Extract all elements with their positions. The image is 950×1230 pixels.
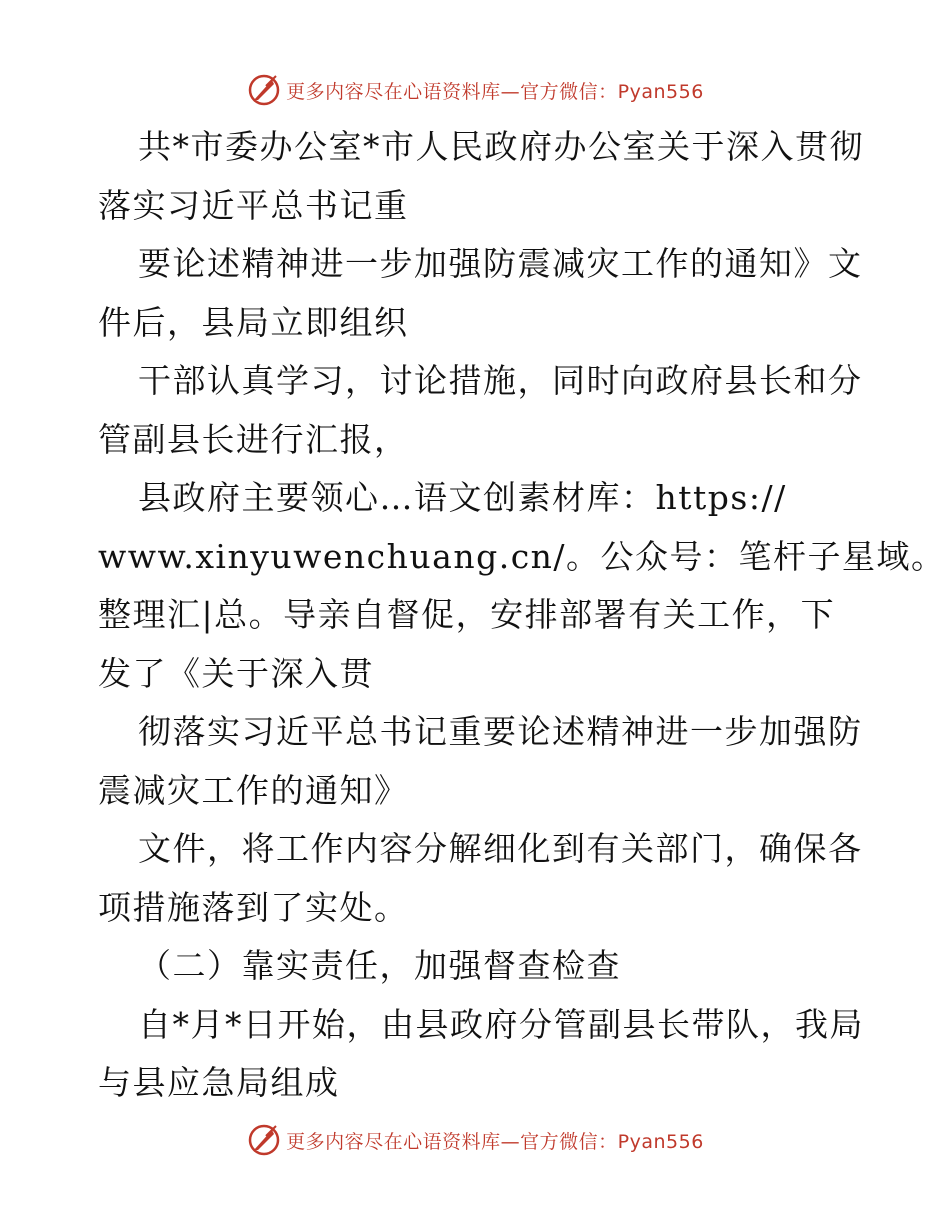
feather-pen-logo-icon [246,72,282,108]
header-banner [0,70,950,110]
body-line: www.xinyuwenchuang.cn/。公众号：笔杆子星域。 [98,536,946,576]
body-line: 与县应急局组成 [98,1063,340,1102]
document-body [98,118,946,1113]
body-line: 件后，县局立即组织 [98,302,409,342]
feather-pen-logo-icon [246,1122,282,1158]
body-line: 要论述精神进一步加强防震减灾工作的通知》文 [138,244,863,283]
footer-banner [0,1120,950,1160]
body-line: 震减灾工作的通知》 [98,770,409,810]
body-line: 文件，将工作内容分解细化到有关部门，确保各 [138,829,863,868]
section-heading: （二）靠实责任，加强督查检查 [138,946,621,985]
body-line: 彻落实习近平总书记重要论述精神进一步加强防 [138,712,863,751]
body-line: 管副县长进行汇报， [98,419,409,459]
body-line: 整理汇|总。导亲自督促，安排部署有关工作，下 [98,595,836,634]
body-line: 县政府主要领心…语文创素材库：https:// [138,478,787,517]
body-line: 落实习近平总书记重 [98,185,409,225]
body-line: 发了《关于深入贯 [98,653,374,693]
body-line: 项措施落到了实处。 [98,887,409,927]
body-line: 自*月*日开始，由县政府分管副县长带队，我局 [138,1004,864,1044]
header-banner-text[interactable]: 更多内容尽在心语资料库—官方微信：Pyan556 [286,80,704,103]
footer-banner-text[interactable]: 更多内容尽在心语资料库—官方微信：Pyan556 [286,1130,704,1153]
body-line: 共*市委办公室*市人民政府办公室关于深入贯彻 [138,127,864,166]
body-line: 干部认真学习，讨论措施，同时向政府县长和分 [138,361,863,400]
